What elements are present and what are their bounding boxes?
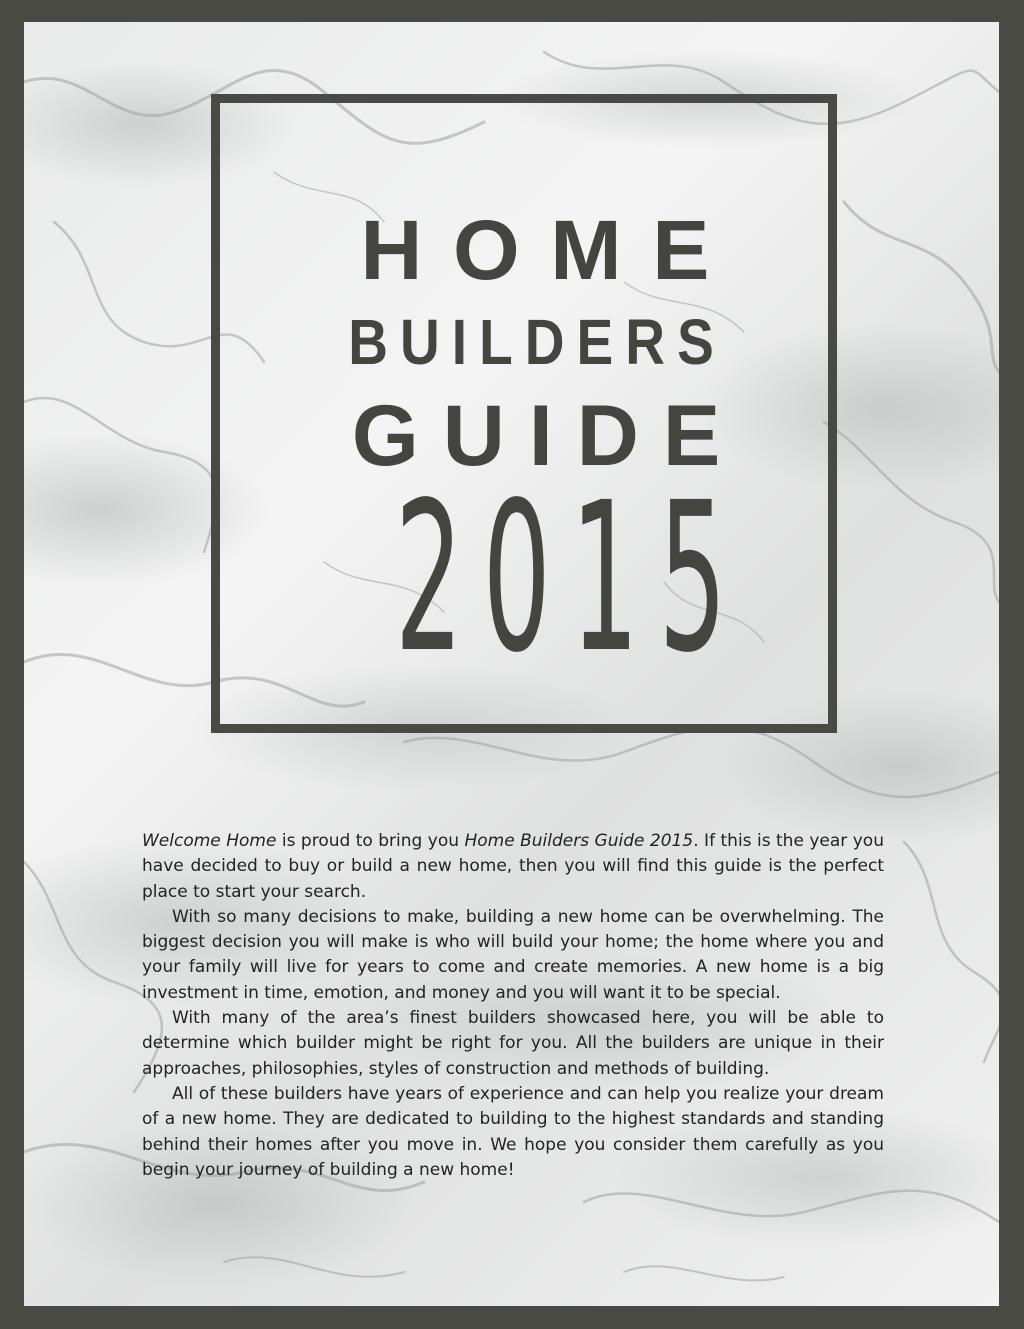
- title-year: 2015: [394, 458, 747, 698]
- guide-name: Home Builders Guide 2015: [464, 831, 694, 851]
- title-home: HOME: [360, 203, 740, 297]
- intro-paragraph-3: With many of the area’s finest builders showcased here, you will be able to determine which builder might be right for you. All the builders are unique in their approaches, philosophies, styles of construction and methods of building.: [142, 1008, 884, 1079]
- title-frame: [211, 94, 837, 733]
- intro-text: [142, 829, 884, 1183]
- intro-p1-text-b: . If this is the year you have decided to buy or build a new home, then you will find this guide is the perfect place to start your search.: [142, 831, 884, 902]
- title-guide: GUIDE: [351, 388, 745, 484]
- marble-page: [24, 22, 999, 1306]
- title-builders: BUILDERS: [348, 306, 726, 378]
- intro-paragraph-4: All of these builders have years of experience and can help you realize your dream of a new home. They are dedicated to building to the highest standards and standing behind their homes after you move in. We hope you consider them carefully as you begin your journey of building a new home!: [142, 1083, 884, 1180]
- publication-name: Welcome Home: [142, 831, 277, 851]
- intro-p1-text-a: is proud to bring you: [276, 831, 465, 851]
- intro-paragraph-1: [142, 829, 884, 905]
- intro-paragraph-2: With so many decisions to make, building a new home can be overwhelming. The biggest decision you will make is who will build your home; the home where you and your family will live for years to come and create memories. A new home is a big investment in time, emotion, and money and you will want it to be special.: [142, 906, 884, 1003]
